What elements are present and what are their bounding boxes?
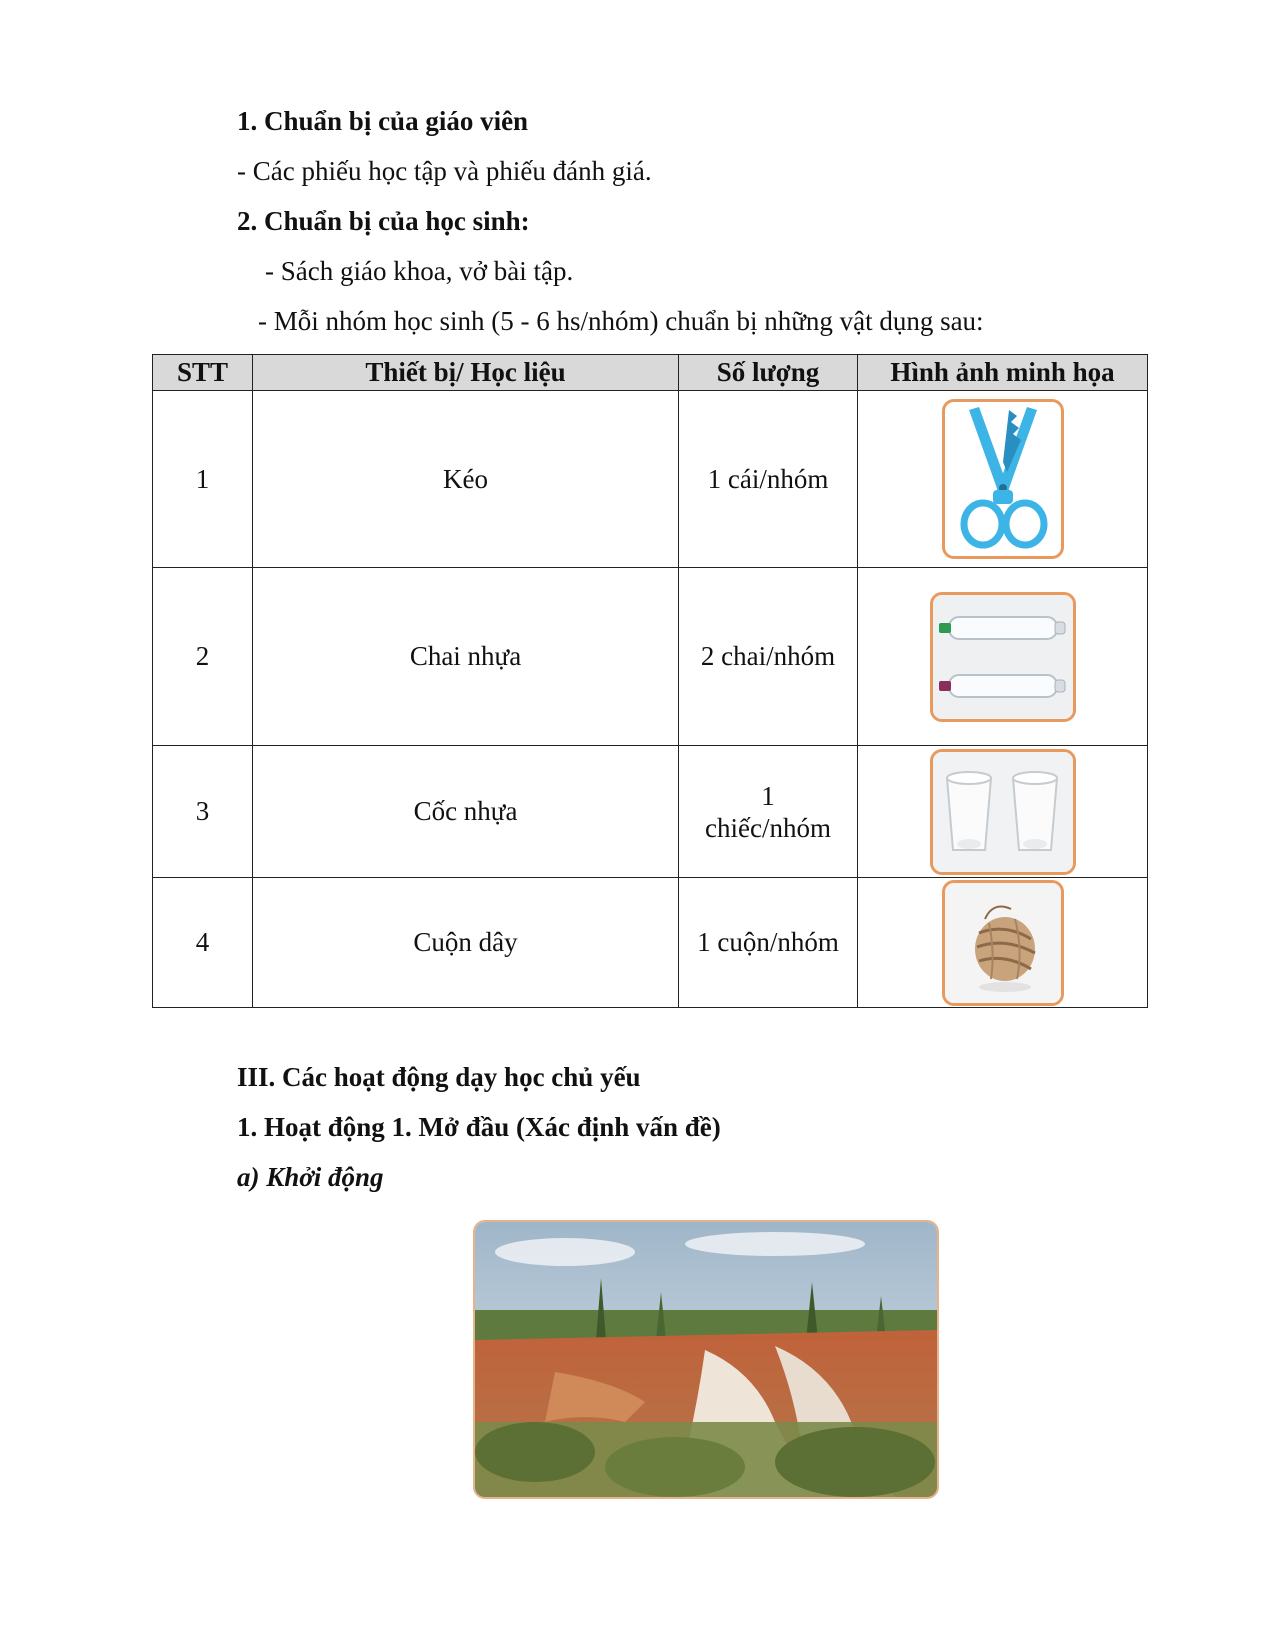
student-prep-item-1: - Sách giáo khoa, vở bài tập. [265, 256, 574, 286]
student-prep-heading: 2. Chuẩn bị của học sinh: [237, 206, 530, 236]
row-quantity: 1 cái/nhóm [679, 391, 858, 568]
row-quantity: 2 chai/nhóm [679, 568, 858, 746]
row-illustration [858, 568, 1148, 746]
canyon-landscape-image [473, 1220, 939, 1499]
row-illustration [858, 878, 1148, 1008]
warmup-subheading: a) Khởi động [237, 1162, 384, 1192]
row-quantity-line-1: 1 [761, 780, 775, 811]
row-item: Cuộn dây [253, 878, 679, 1008]
row-illustration [858, 391, 1148, 568]
twine-roll-icon [942, 880, 1064, 1006]
row-stt: 4 [153, 878, 253, 1008]
row-stt: 2 [153, 568, 253, 746]
header-item: Thiết bị/ Học liệu [253, 355, 679, 391]
activities-heading: III. Các hoạt động dạy học chủ yếu [237, 1062, 641, 1092]
row-item: Cốc nhựa [253, 746, 679, 878]
row-illustration [858, 746, 1148, 878]
header-quantity: Số lượng [679, 355, 858, 391]
student-prep-item-2: - Mỗi nhóm học sinh (5 - 6 hs/nhóm) chuẩn bị những vật dụng sau: [258, 306, 984, 336]
table-row [153, 391, 1148, 568]
teacher-prep-heading: 1. Chuẩn bị của giáo viên [237, 106, 529, 136]
row-quantity: 1 cuộn/nhóm [679, 878, 858, 1008]
activity-1-heading: 1. Hoạt động 1. Mở đầu (Xác định vấn đề) [237, 1112, 721, 1142]
table-row [153, 568, 1148, 746]
row-item: Chai nhựa [253, 568, 679, 746]
table-header-row [153, 355, 1148, 391]
table-row [153, 878, 1148, 1008]
row-stt: 3 [153, 746, 253, 878]
plastic-cups-icon [930, 749, 1076, 875]
row-quantity-line-2: chiếc/nhóm [705, 812, 831, 843]
header-stt: STT [153, 355, 253, 391]
row-item: Kéo [253, 391, 679, 568]
row-stt: 1 [153, 391, 253, 568]
teacher-prep-item: - Các phiếu học tập và phiếu đánh giá. [237, 156, 652, 186]
scissors-icon [942, 399, 1064, 559]
row-quantity [679, 746, 858, 878]
plastic-bottles-icon [930, 592, 1076, 722]
header-illustration: Hình ảnh minh họa [858, 355, 1148, 391]
materials-table [152, 354, 1148, 1008]
table-row [153, 746, 1148, 878]
